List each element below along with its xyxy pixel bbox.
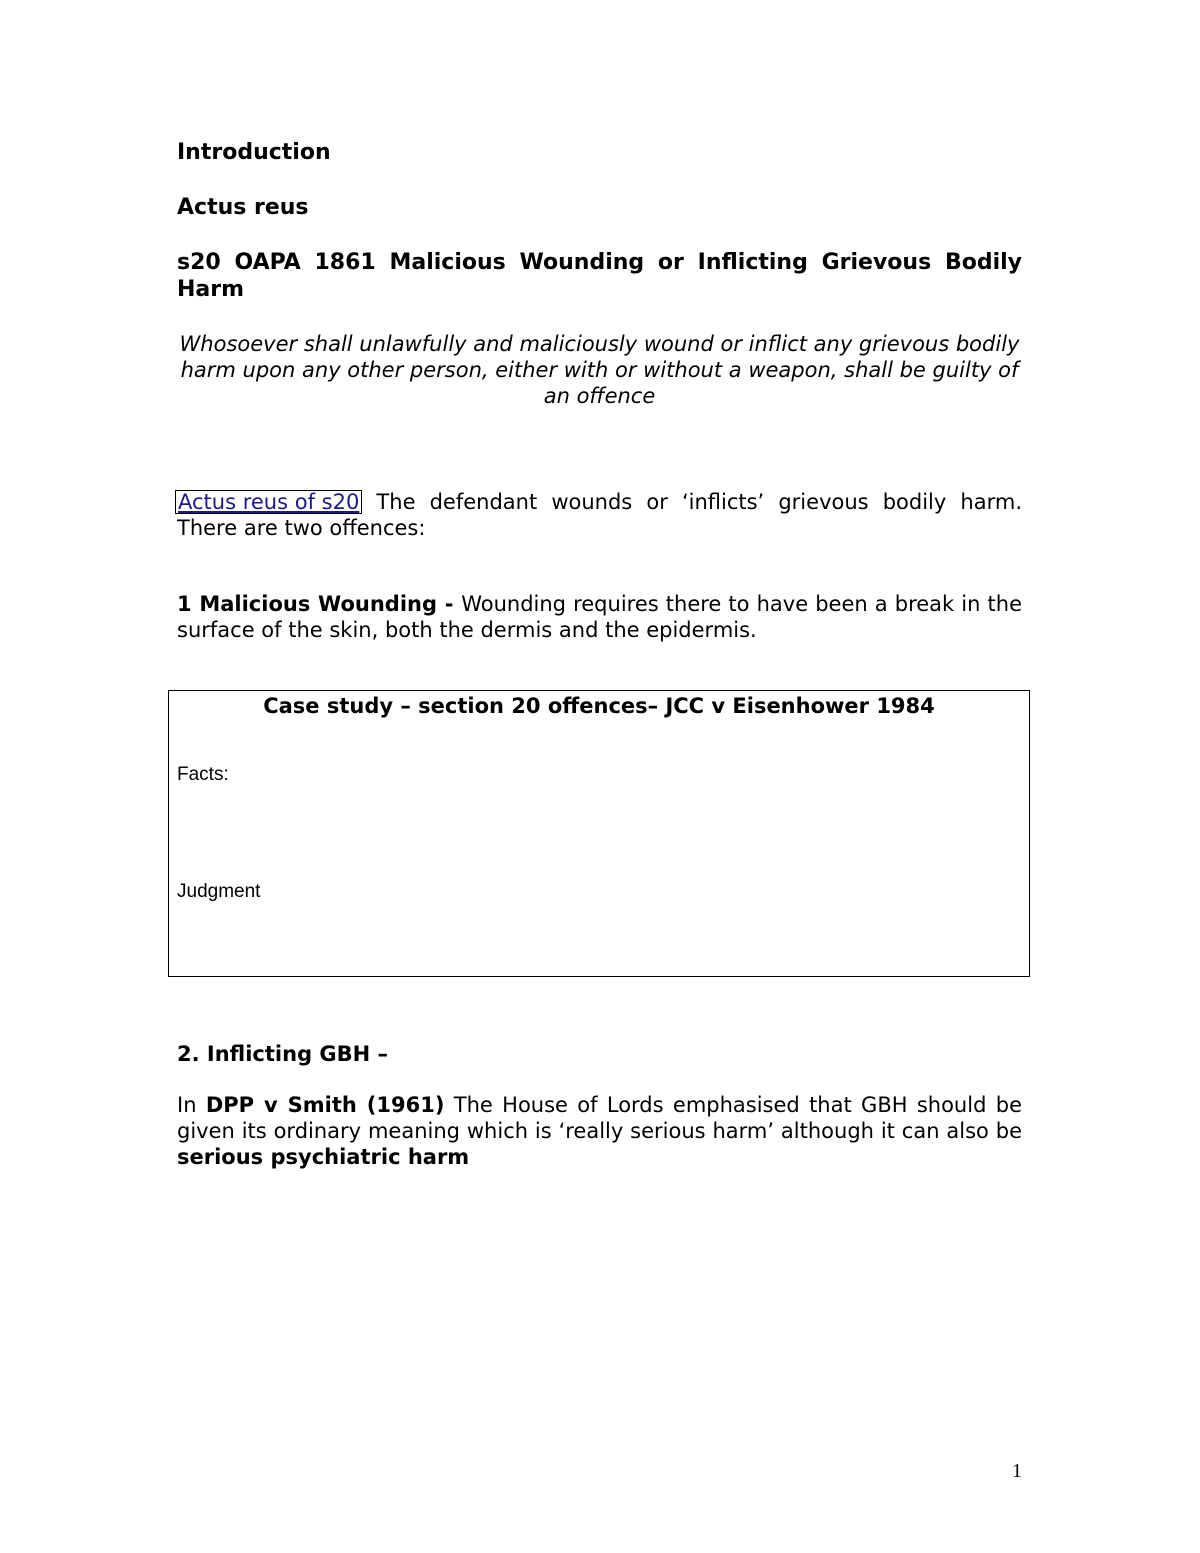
dpp-text: The House of Lords emphasised that GBH should be given its ordinary meaning which is ‘really serious harm’ although it can also be [177, 1093, 1022, 1143]
judgment-label: Judgment [177, 881, 261, 902]
facts-label: Facts: [177, 764, 229, 785]
malicious-wounding-paragraph [177, 591, 1022, 643]
inflicting-gbh-heading: 2. Inflicting GBH – [177, 1042, 389, 1066]
introduction-heading: Introduction [177, 140, 331, 165]
page-number: 1 [1012, 1460, 1022, 1482]
actus-reus-of-s20-link[interactable]: Actus reus of s20 [175, 490, 362, 514]
case-study-box [168, 690, 1030, 977]
s20-heading: s20 OAPA 1861 Malicious Wounding or Inflicting Grievous Bodily Harm [177, 250, 1022, 302]
actus-reus-paragraph [177, 489, 1022, 541]
case-study-title: Case study – section 20 offences– JCC v Eisenhower 1984 [263, 694, 935, 718]
dpp-emphasis: serious psychiatric harm [177, 1145, 470, 1169]
dpp-case-name: DPP v Smith (1961) [205, 1093, 445, 1117]
malicious-wounding-text: Wounding requires there to have been a break in the surface of the skin, both the dermis and the epidermis. [177, 592, 1022, 642]
malicious-wounding-label: 1 Malicious Wounding - [177, 592, 462, 616]
actus-reus-text: The defendant wounds or ‘inflicts’ grievous bodily harm. There are two offences: [177, 490, 1022, 540]
statute-quote: Whosoever shall unlawfully and maliciously wound or inflict any grievous bodily harm upon any other person, either with or without a weapon, shall be guilty of an offence [179, 332, 1020, 408]
dpp-v-smith-paragraph [177, 1092, 1022, 1170]
actus-reus-heading: Actus reus [177, 195, 309, 220]
dpp-prefix: In [177, 1093, 206, 1117]
